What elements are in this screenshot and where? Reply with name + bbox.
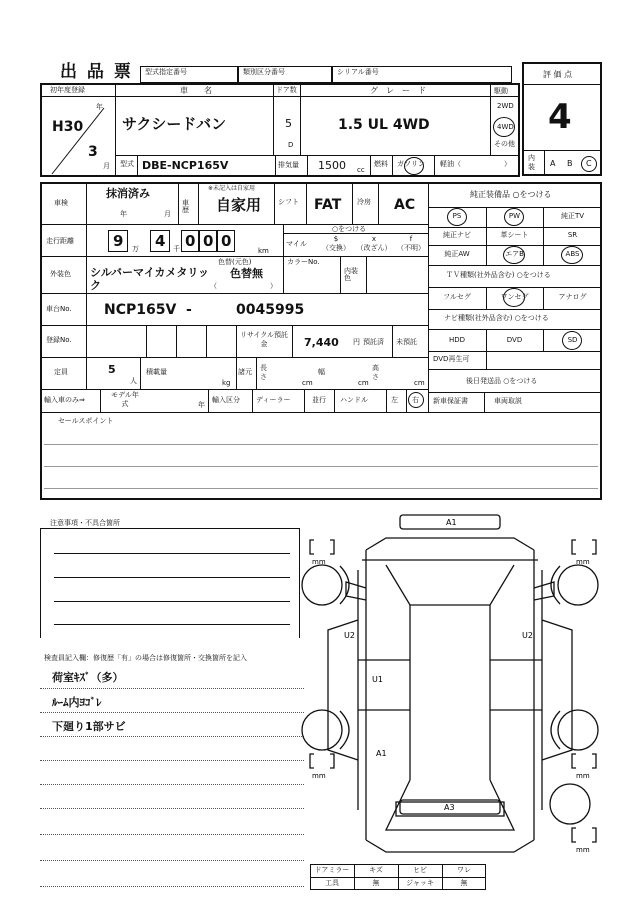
equip-value-4: 無 — [460, 879, 468, 887]
recycle-unit: 円 — [353, 338, 360, 346]
mile-dollar: $ — [333, 235, 339, 243]
grade-label: グ レ ー ド — [370, 86, 426, 95]
tv-title: ＴＶ種類(社外品含む) ○をつける — [446, 271, 551, 279]
repaint-paren-close: ） — [270, 282, 277, 290]
displacement-label: 排気量 — [278, 161, 299, 169]
mileage-digit-4: 0 — [203, 232, 214, 250]
mile-exchange: （交換） — [322, 244, 350, 252]
fuel-label: 燃料 — [374, 160, 388, 168]
interior-grade-b: B — [567, 159, 573, 168]
tv-oneseg: ワンセグ — [500, 293, 529, 301]
month-unit: 月 — [103, 162, 110, 170]
recycle-label: リサイクル預託金 — [239, 331, 289, 348]
tire-mm-rl: mm — [312, 772, 326, 780]
cc-unit: cc — [357, 166, 365, 174]
mile-f: f — [409, 235, 413, 243]
note-line-3: 下廻り1部サビ — [52, 720, 126, 733]
grade-value: 1.5 UL 4WD — [338, 117, 430, 133]
sales-point-label: セールスポイント — [58, 417, 114, 425]
later-manual: 車両取説 — [494, 397, 522, 405]
import-type-label: 輸入区分 — [212, 396, 240, 404]
opt-sr: SR — [567, 231, 578, 239]
navi-sd-circle — [562, 331, 582, 350]
navi-dvd: DVD — [506, 336, 523, 344]
interior-grade-a: A — [550, 159, 556, 168]
opt-leather: 革シート — [500, 231, 529, 239]
keiyu-close: ） — [504, 160, 511, 168]
equip-header-1: ドアミラー — [314, 866, 350, 874]
mile-tampered: （改ざん） — [356, 244, 392, 252]
diagram-label-u2-right: U2 — [522, 631, 533, 640]
mileage-digit-3: 0 — [185, 232, 196, 250]
repaint-value: 色替無 — [230, 267, 263, 280]
navi-title: ナビ種類(社外品含む) ○をつける — [444, 314, 549, 322]
defects-frame — [40, 528, 300, 638]
man-unit: 万 — [132, 245, 139, 253]
shareki-value: 自家用 — [216, 196, 262, 214]
note-line-1: 荷室ｷｽﾞ（多） — [52, 671, 124, 684]
color-value: シルバーマイカメタリック — [90, 266, 209, 292]
handle-right: 右 — [412, 396, 419, 404]
model-value: DBE-NCP165V — [142, 159, 229, 172]
equip-value-2: 無 — [372, 879, 380, 887]
diagram-label-u2-left: U2 — [344, 631, 355, 640]
mile-label: マイル — [286, 240, 307, 248]
shaken-year-unit: 年 — [120, 210, 127, 218]
tire-mm-fr: mm — [576, 558, 590, 566]
opt-airbag: エアB — [505, 250, 524, 258]
import-parallel: 並行 — [312, 396, 326, 404]
tv-oneseg-circle — [503, 288, 525, 307]
sen-unit: 千 — [173, 245, 180, 253]
capacity-unit: 人 — [130, 377, 137, 385]
defects-label: 注意事項・不具合箇所 — [50, 519, 120, 527]
doors-value: 5 — [285, 117, 292, 130]
tire-mm-rr: mm — [576, 772, 590, 780]
car-name-label: 車 名 — [180, 86, 212, 95]
ruibetsu-label: 類別区分番号 — [243, 68, 285, 76]
equip-header-2: キズ — [369, 866, 383, 874]
height-cm: cm — [414, 379, 425, 387]
options-title: 純正装備品 ○をつける — [470, 190, 552, 199]
tv-analog: アナログ — [558, 293, 587, 301]
opt-pw-circle — [504, 208, 524, 226]
equip-value-3: ジャッキ — [406, 879, 434, 887]
opt-pw: PW — [508, 212, 521, 220]
interior-color-label: 内装色 — [344, 267, 358, 282]
mile-unknown: （不明） — [397, 244, 425, 252]
equip-header-3: ヒビ — [413, 866, 427, 874]
vehicle-diagram — [300, 510, 610, 900]
chassis-dash: - — [186, 302, 192, 318]
form-title: 出 品 票 — [60, 62, 133, 82]
diagram-label-a1-side: A1 — [376, 749, 387, 758]
model-year-label: モデル年式 — [111, 391, 139, 408]
handle-right-circle — [408, 392, 424, 408]
opt-airbag-circle — [503, 246, 525, 264]
shaken-label: 車検 — [54, 199, 68, 207]
import-dealer: ディーラー — [256, 396, 291, 404]
handle-left: 左 — [391, 396, 398, 404]
chassis-model: NCP165V — [104, 302, 177, 318]
interior-c-circle — [581, 156, 597, 172]
opt-navi: 純正ナビ — [443, 231, 471, 239]
reg-no-label: 登録No. — [46, 336, 72, 344]
serial-label: シリアル番号 — [337, 68, 379, 76]
length-label: 長さ — [260, 364, 267, 381]
mileage-digit-2: 4 — [155, 232, 166, 250]
width-label: 幅 — [318, 368, 325, 376]
car-name-value: サクシードバン — [122, 115, 227, 133]
later-warranty: 新車保証書 — [433, 397, 468, 405]
inspector-label: 検査員記入欄：修復歴「有」の場合は修復箇所・交換箇所を記入 — [44, 654, 247, 662]
height-label: 高さ — [372, 364, 379, 381]
chassis-number: 0045995 — [236, 302, 305, 318]
equip-value-1: 工具 — [325, 879, 339, 887]
doors-label: ドア数 — [276, 86, 297, 94]
mile-x: x — [371, 235, 377, 243]
opt-aw: 純正AW — [444, 250, 470, 258]
handle-label: ハンドル — [340, 396, 368, 404]
interior-grade-c: C — [586, 159, 592, 168]
tv-fullseg: フルセグ — [443, 293, 471, 301]
first-reg-year: H30 — [52, 119, 84, 135]
interior-label: 内装 — [528, 154, 535, 171]
kg-unit: kg — [222, 379, 231, 387]
later-title: 後日発送品 ○をつける — [466, 377, 538, 385]
import-label: 輸入車のみ⇒ — [44, 396, 85, 404]
model-label: 型式 — [120, 160, 134, 168]
doors-suffix: D — [288, 141, 294, 149]
capacity-value: 5 — [108, 363, 116, 376]
shaken-month-unit: 月 — [164, 210, 171, 218]
evaluation-label: 評 価 点 — [543, 70, 573, 79]
diagram-label-u1: U1 — [372, 675, 383, 684]
keiyu-label: 軽油（ — [440, 160, 461, 168]
fuel-circle — [404, 157, 424, 175]
reibo-label: 冷房 — [357, 198, 371, 206]
fuel-gasoline: ガソリン — [397, 160, 425, 168]
chassis-label: 車台No. — [46, 305, 72, 313]
dims-label: 諸元 — [238, 368, 252, 376]
opt-abs-circle — [561, 246, 583, 264]
color-no-label: カラーNo. — [287, 258, 320, 266]
evaluation-score: 4 — [548, 97, 572, 137]
displacement-value: 1500 — [318, 159, 346, 172]
shaken-value: 抹消済み — [106, 187, 150, 200]
shift-label: シフト — [278, 198, 299, 206]
diagram-label-a3: A3 — [444, 803, 455, 812]
mileage-digit-1: 9 — [113, 232, 124, 250]
navi-hdd: HDD — [448, 336, 466, 344]
shareki-label: 車歴 — [182, 199, 189, 214]
width-cm: cm — [358, 379, 369, 387]
drive-2wd: 2WD — [497, 102, 514, 110]
recycle-not-deposited: 未預託 — [396, 338, 417, 346]
first-reg-slash — [40, 96, 115, 177]
tire-mm-spare: mm — [576, 846, 590, 854]
katashiki-label: 型式指定番号 — [145, 68, 187, 76]
diagram-label-a1-top: A1 — [446, 518, 457, 527]
model-year-unit: 年 — [198, 401, 205, 409]
opt-ps-circle — [447, 208, 467, 226]
shift-value: FAT — [314, 197, 342, 213]
load-label: 積載量 — [146, 368, 167, 376]
recycle-deposited: 預託済 — [363, 338, 384, 346]
color-label: 外装色 — [50, 270, 71, 278]
drive-4wd: 4WD — [497, 123, 514, 131]
mileage-label: 走行距離 — [46, 237, 74, 245]
capacity-label: 定員 — [54, 368, 68, 376]
mileage-digit-5: 0 — [221, 232, 232, 250]
drive-label: 駆動 — [494, 87, 508, 95]
tire-mm-fl: mm — [312, 558, 326, 566]
drive-4wd-circle — [493, 117, 515, 137]
note-line-2: ﾙｰﾑ内ﾖｺﾞﾚ — [52, 696, 102, 709]
recycle-value: 7,440 — [304, 336, 339, 349]
opt-ps: PS — [452, 212, 462, 220]
length-cm: cm — [302, 379, 313, 387]
repaint-paren-open: （ — [210, 282, 217, 290]
equip-header-4: ワレ — [457, 866, 471, 874]
opt-abs: ABS — [565, 250, 580, 258]
drive-other: その他 — [494, 140, 515, 148]
reibo-value: AC — [394, 197, 416, 213]
repaint-label: 色替(元色) — [218, 258, 252, 266]
km-unit: km — [258, 247, 269, 255]
first-reg-label: 初年度登録 — [50, 86, 85, 94]
mileage-mark-note: ○をつける — [332, 225, 367, 233]
opt-tv: 純正TV — [560, 212, 585, 220]
dvd-playback: DVD再生可 — [433, 355, 470, 363]
shareki-note: ※未記入は自家用 — [208, 185, 256, 192]
year-unit: 年 — [96, 103, 103, 111]
navi-sd: SD — [567, 336, 578, 344]
first-reg-month: 3 — [88, 144, 98, 160]
